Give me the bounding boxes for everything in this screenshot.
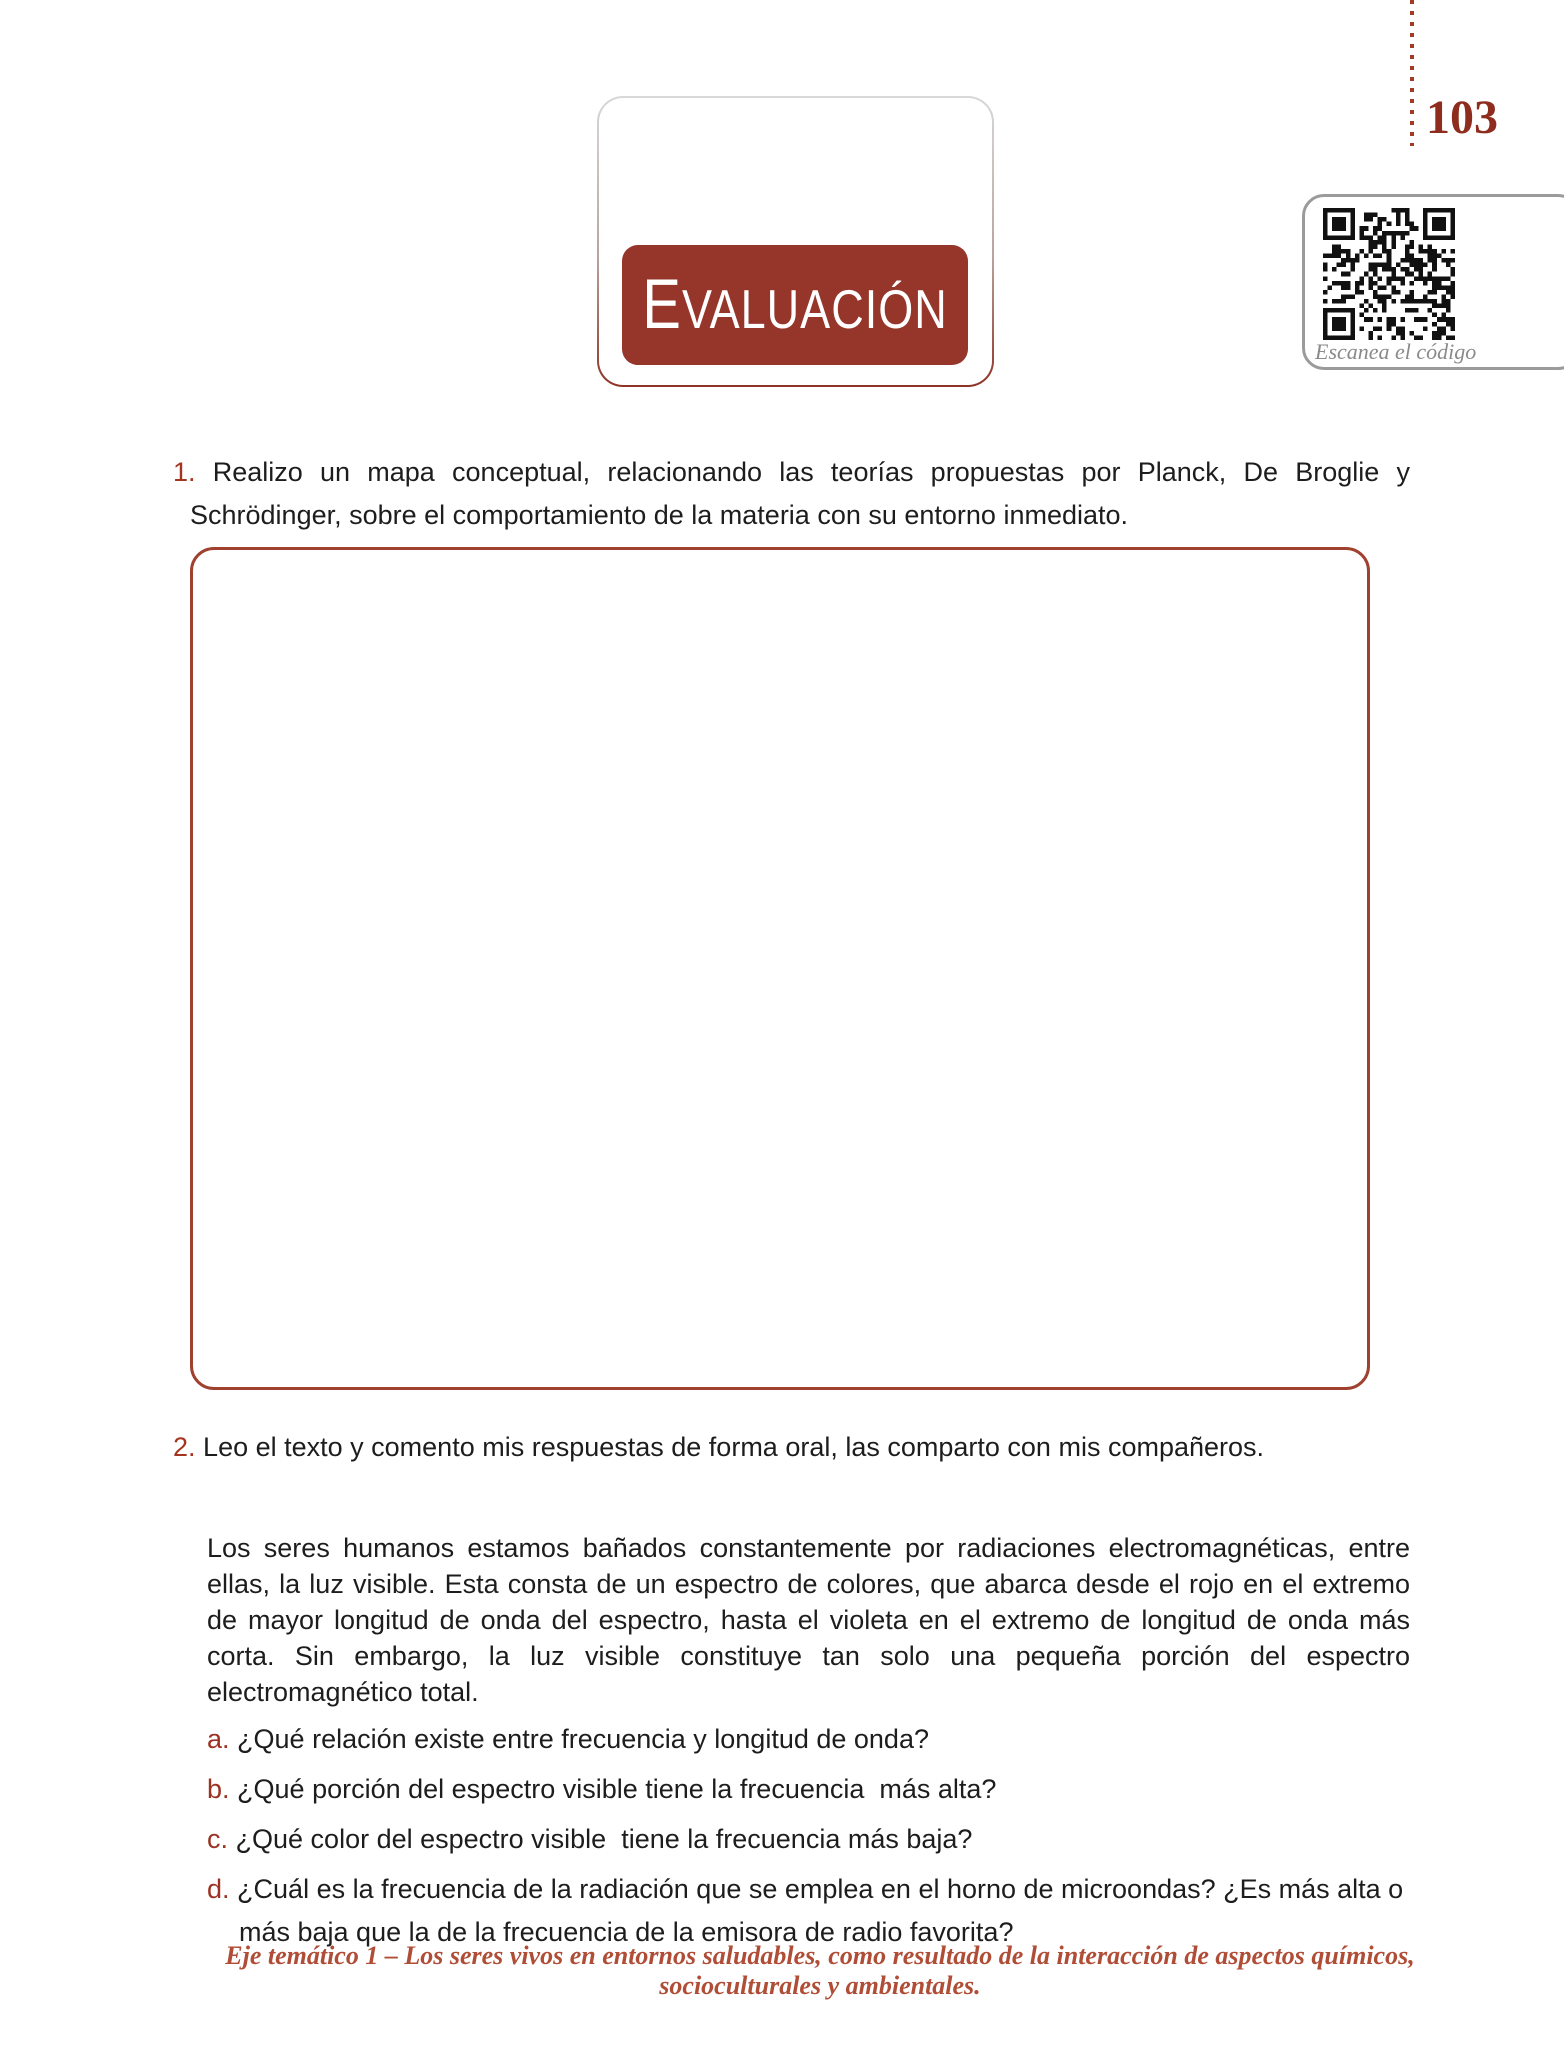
concept-map-answer-box — [190, 547, 1370, 1390]
question-a-text: ¿Qué relación existe entre frecuencia y longitud de onda? — [237, 1724, 929, 1754]
page-title — [642, 264, 948, 345]
numbered-item-2 — [173, 1426, 1410, 1469]
question-b-text: ¿Qué porción del espectro visible tiene la frecuencia más alta? — [237, 1774, 997, 1804]
page-number-dotted-rule — [1410, 0, 1414, 146]
item-2-text: Leo el texto y comento mis respuestas de forma oral, las comparto con mis compañeros. — [203, 1432, 1265, 1462]
question-c — [207, 1818, 1419, 1861]
question-a — [207, 1718, 1419, 1761]
page-number: 103 — [1426, 91, 1498, 144]
question-d-label: d. — [207, 1874, 230, 1904]
question-a-label: a. — [207, 1724, 230, 1754]
evaluacion-title-box — [622, 245, 968, 365]
question-c-text: ¿Qué color del espectro visible tiene la frecuencia más baja? — [235, 1824, 973, 1854]
question-c-label: c. — [207, 1824, 229, 1854]
question-b — [207, 1768, 1419, 1811]
question-d-text: ¿Cuál es la frecuencia de la radiación que se emplea en el horno de microondas? ¿Es más alta o más baja que la de la frecuencia de la emisora de radio favorita? — [237, 1874, 1411, 1947]
reading-paragraph: Los seres humanos estamos bañados constantemente por radiaciones electromagnéticas, entre ellas, la luz visible. Esta consta de un espectro de colores, que abarca desde el rojo en el extremo de mayor longitud de onda del espectro, hasta el violeta en el extremo de longitud de onda más corta. Sin embargo, la luz visible constituye tan solo una pequeña porción del espectro electromagnético total. — [207, 1533, 1410, 1707]
numbered-item-1 — [173, 451, 1410, 537]
footer-theme-line: Eje temático 1 – Los seres vivos en entornos saludables, como resultado de la interacción de aspectos químicos, socioculturales y ambientales. — [225, 1941, 1415, 2000]
qr-caption: Escanea el código — [1315, 339, 1477, 364]
item-2-number: 2. — [173, 1432, 196, 1462]
page-title-initial: E — [642, 264, 682, 345]
qr-code-icon — [1323, 208, 1455, 340]
qr-panel — [1302, 194, 1564, 370]
item-1-number: 1. — [173, 457, 196, 487]
item-1-text: Realizo un mapa conceptual, relacionando las teorías propuestas por Planck, De Broglie y Schrödinger, sobre el comportamiento de la materia con su entorno inmediato. — [190, 457, 1410, 530]
question-b-label: b. — [207, 1774, 230, 1804]
page-title-rest: VALUACIÓN — [681, 278, 948, 341]
